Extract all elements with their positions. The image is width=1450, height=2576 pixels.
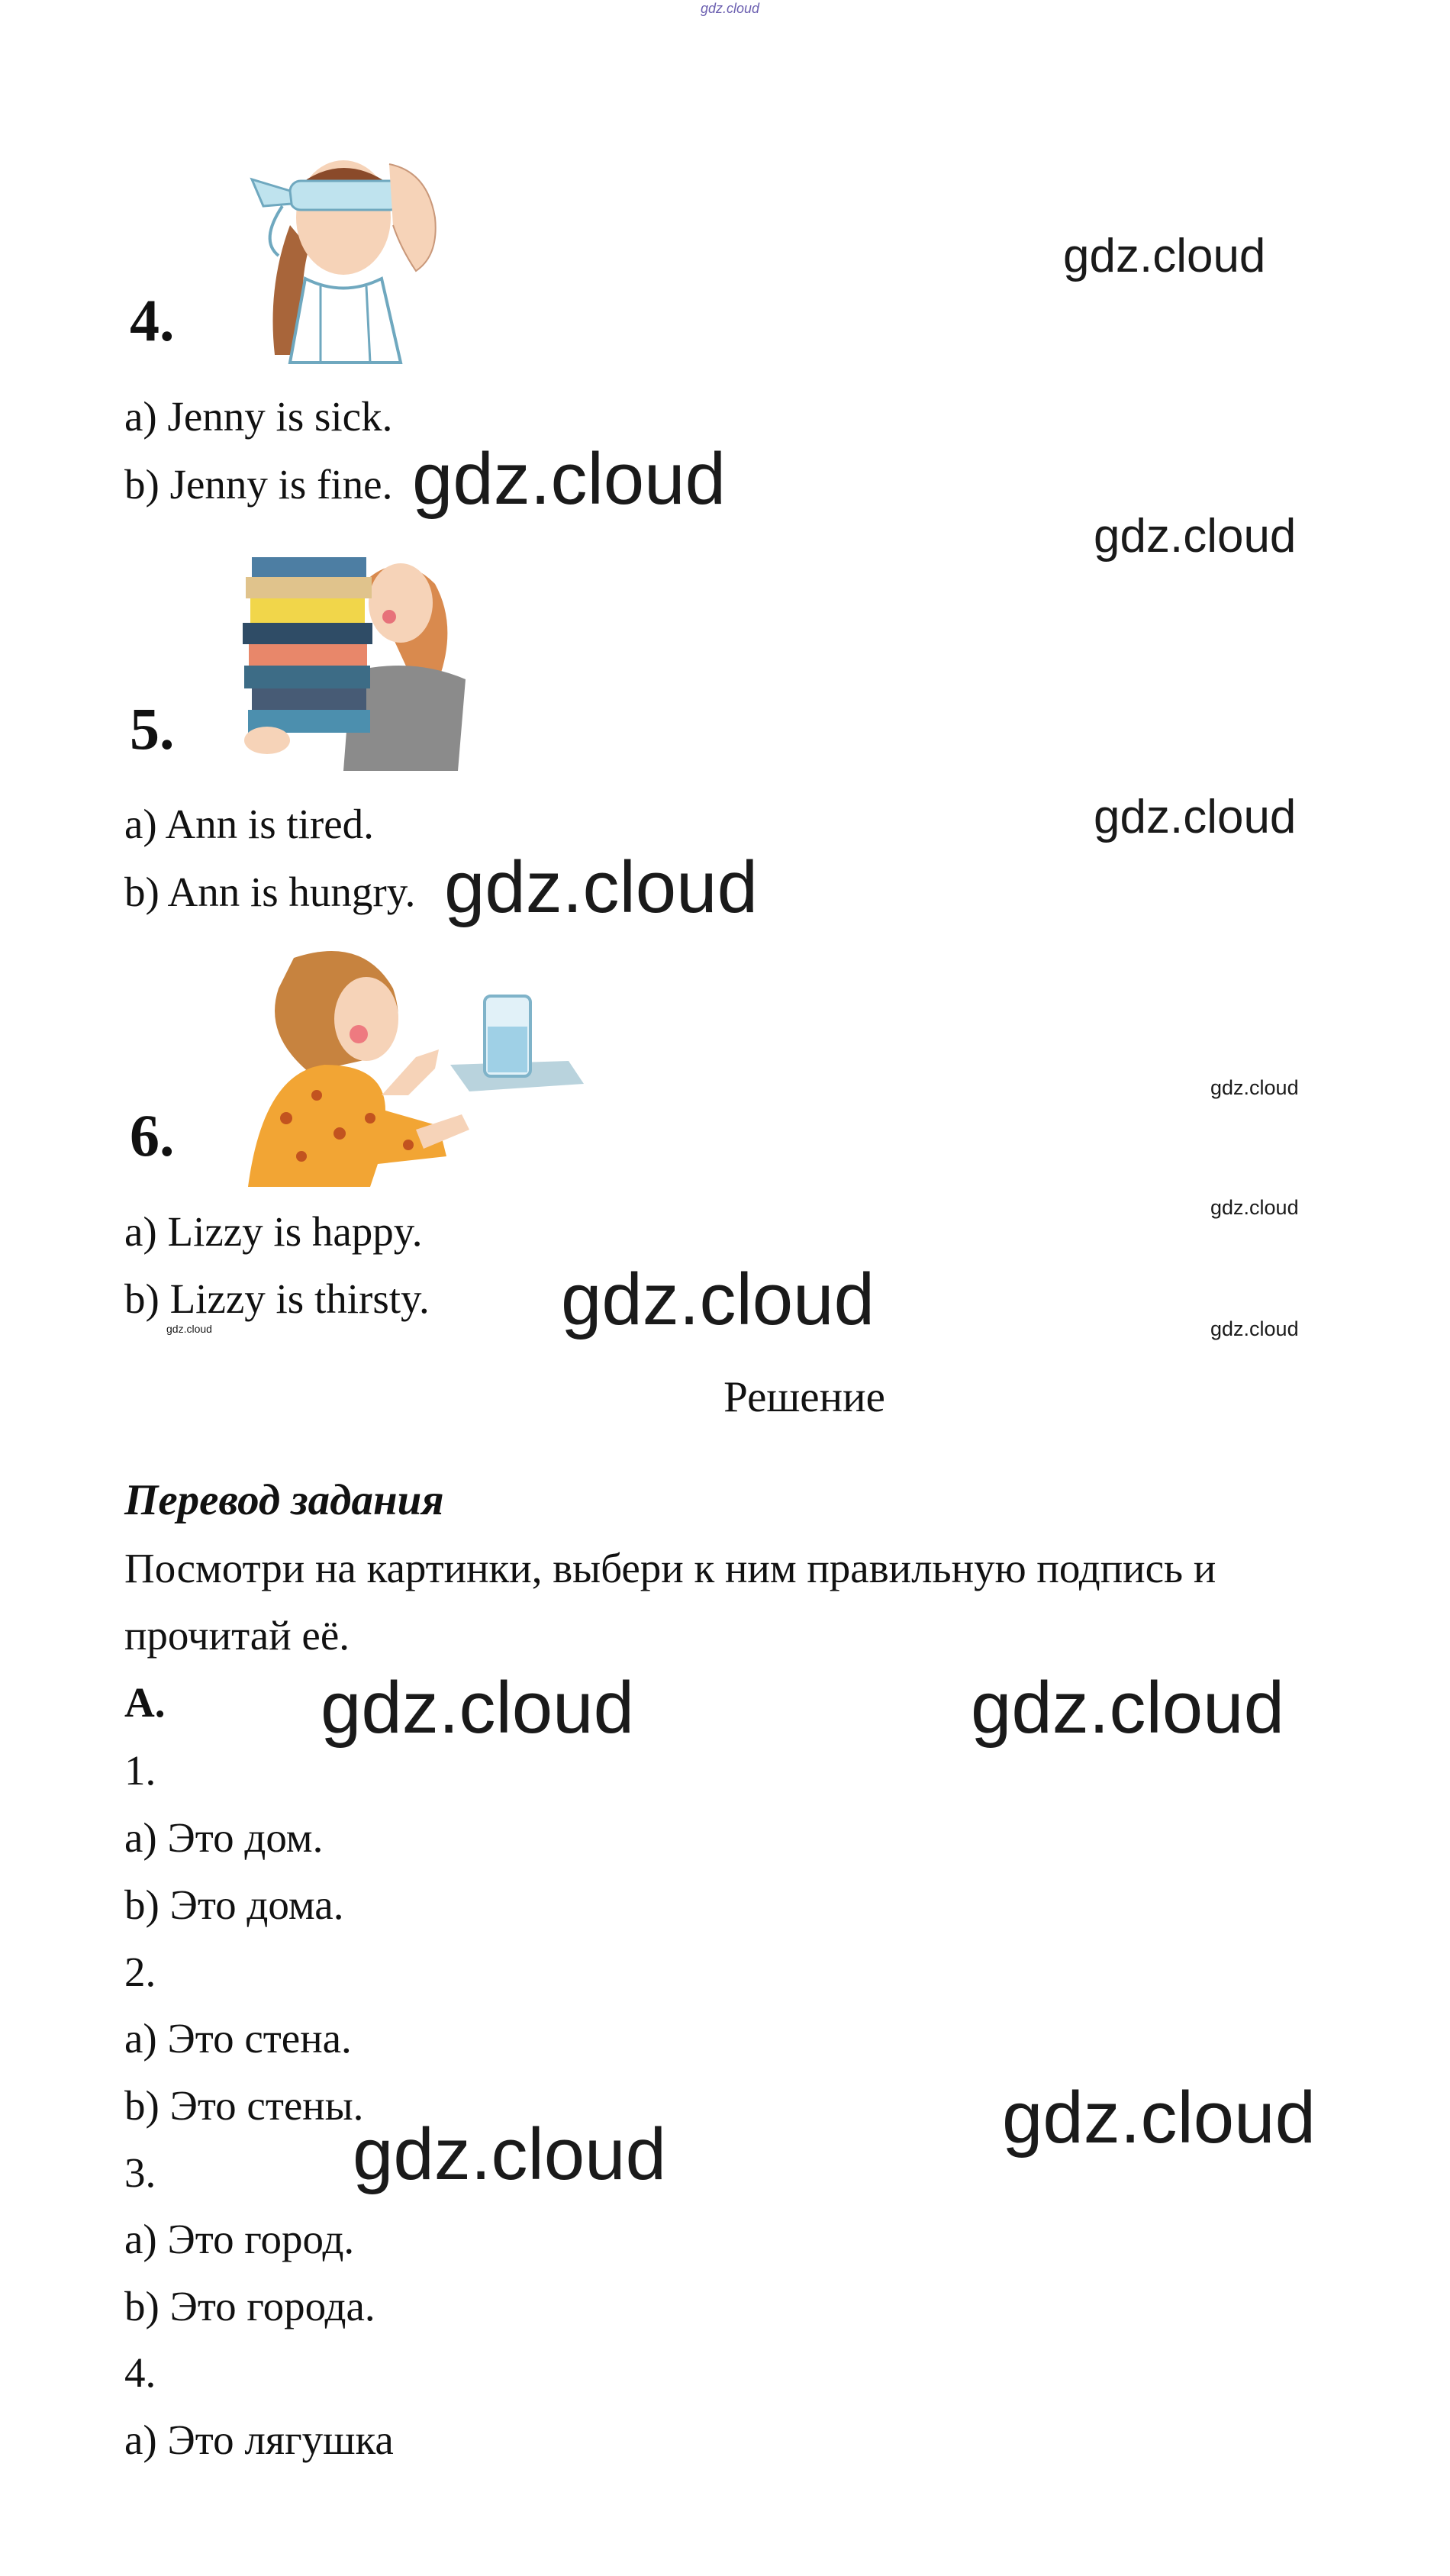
watermark: gdz.cloud [1210,1196,1299,1219]
list-item: a) Это лягушка [124,2416,394,2463]
item-option-a: a) Ann is tired. [124,801,374,847]
item-option-a: a) Jenny is sick. [124,393,393,440]
girl-carrying-books-illustration [237,527,481,779]
watermark: gdz.cloud [444,846,758,928]
item-option-b: b) Ann is hungry. [124,869,416,915]
watermark: gdz.cloud [166,1323,212,1335]
item-option-b: b) Jenny is fine. [124,461,393,508]
list-item: b) Это дома. [124,1881,344,1928]
watermark-top: gdz.cloud [701,1,760,16]
watermark: gdz.cloud [1094,510,1297,563]
girl-reaching-for-water-illustration [233,943,591,1187]
item-number: 6. [130,1102,175,1169]
watermark: gdz.cloud [1210,1317,1299,1340]
girl-with-bandage-illustration [237,134,466,370]
list-item: a) Это дом. [124,1814,324,1861]
watermark: gdz.cloud [412,438,726,520]
list-item: 4. [124,2349,156,2396]
watermark: gdz.cloud [1063,230,1266,282]
solution-title: Решение [723,1373,885,1421]
watermark: gdz.cloud [561,1259,875,1340]
item-option-a: a) Lizzy is happy. [124,1208,423,1255]
item-option-b: b) Lizzy is thirsty. [124,1275,430,1322]
list-item: 3. [124,2149,156,2196]
section-label: A. [124,1679,166,1726]
item-number: 4. [130,287,175,353]
item-number: 5. [130,695,175,762]
watermark: gdz.cloud [1094,791,1297,843]
watermark: gdz.cloud [1002,2077,1316,2158]
watermark: gdz.cloud [321,1667,634,1749]
list-item: b) Это города. [124,2283,375,2329]
instruction-text: прочитай её. [124,1612,350,1659]
list-item: 2. [124,1949,156,1995]
list-item: a) Это город. [124,2216,355,2262]
watermark: gdz.cloud [353,2113,666,2195]
list-item: b) Это стены. [124,2082,364,2129]
translation-heading: Перевод задания [124,1476,444,1524]
instruction-text: Посмотри на картинки, выбери к ним правильную подпись и [124,1545,1216,1591]
list-item: 1. [124,1747,156,1794]
watermark: gdz.cloud [971,1667,1284,1749]
list-item: a) Это стена. [124,2015,352,2062]
watermark: gdz.cloud [1210,1076,1299,1099]
